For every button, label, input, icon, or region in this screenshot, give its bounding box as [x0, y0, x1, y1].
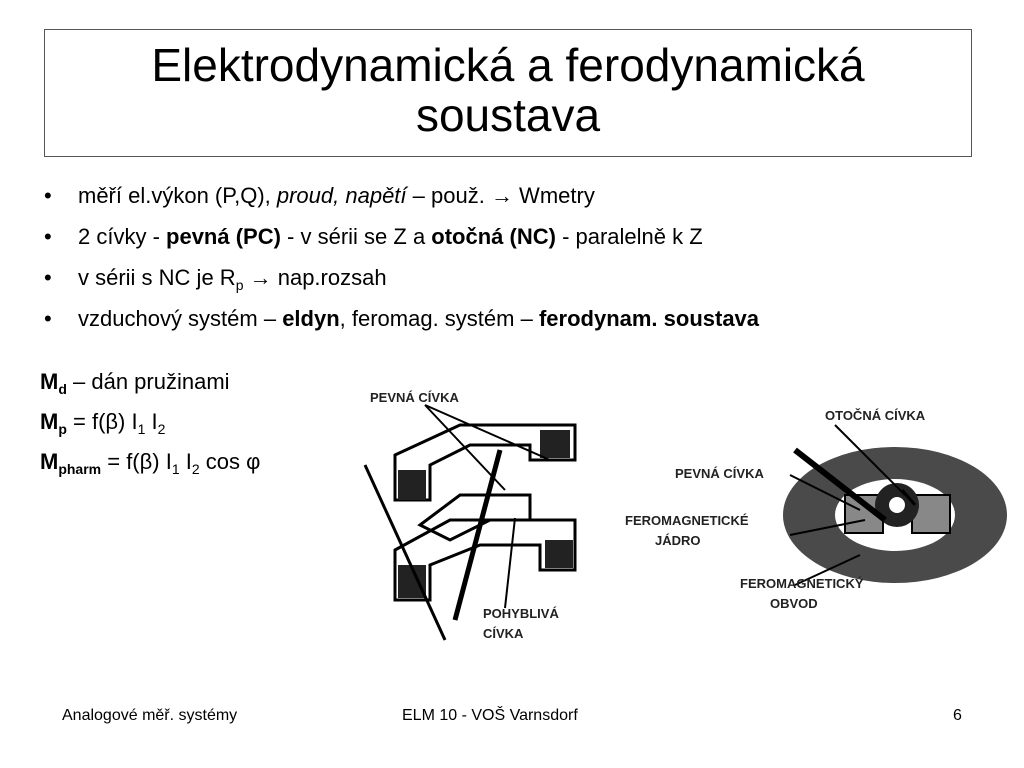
footer-left: Analogové měř. systémy	[62, 707, 238, 724]
instrument-diagram	[340, 370, 1020, 670]
bullet-list	[44, 182, 759, 346]
electrodynamic-drawing	[365, 405, 575, 640]
label-core-2: JÁDRO	[655, 533, 701, 548]
label-fixed-coil-left: PEVNÁ CÍVKA	[370, 390, 459, 405]
bullet-dot: •	[44, 183, 52, 208]
bullet-item-2: • 2 cívky - pevná (PC) - v sérii se Z a otočná (NC) - paralelně k Z	[44, 224, 703, 249]
label-circuit-2: OBVOD	[770, 596, 818, 611]
label-circuit-1: FEROMAGNETICKÝ	[740, 576, 864, 591]
label-core-1: FEROMAGNETICKÉ	[625, 513, 749, 528]
page-number: 6	[953, 707, 962, 724]
label-rotating-coil: OTOČNÁ CÍVKA	[825, 408, 926, 423]
label-moving-coil-2: CÍVKA	[483, 626, 524, 641]
arrow-right-icon: →	[249, 265, 272, 290]
bullet-item-4: • vzduchový systém – eldyn, feromag. systém – ferodynam. soustava	[44, 306, 760, 331]
footer-center: ELM 10 - VOŠ Varnsdorf	[402, 707, 578, 724]
formula-block	[40, 368, 260, 488]
bullet-dot: •	[44, 265, 52, 290]
formula-md: $M_d$ – dán pružinami	[40, 369, 230, 397]
formula-mp: $M_p = f(\beta)$ $I_1$ $I_2$	[40, 409, 166, 437]
slide-title: Elektrodynamická a ferodynamická soustava	[151, 39, 865, 141]
label-moving-coil-1: POHYBLIVÁ	[483, 606, 559, 621]
ferrodynamic-drawing	[783, 425, 1007, 585]
title-box	[44, 29, 972, 157]
bullet-item-3: • v sérii s NC je $R_p$ → nap.rozsah	[44, 265, 387, 293]
formula-mpharm: $M_{pharm} = f(\beta)$ $I_1$ $I_2$ cos φ	[40, 449, 261, 477]
label-fixed-coil-right: PEVNÁ CÍVKA	[675, 466, 764, 481]
bullet-item-1: • měří el.výkon (P,Q), proud, napětí – použ. → Wmetry	[44, 183, 595, 208]
arrow-right-icon: →	[490, 183, 513, 208]
bullet-dot: •	[44, 224, 52, 249]
bullet-dot: •	[44, 306, 52, 331]
